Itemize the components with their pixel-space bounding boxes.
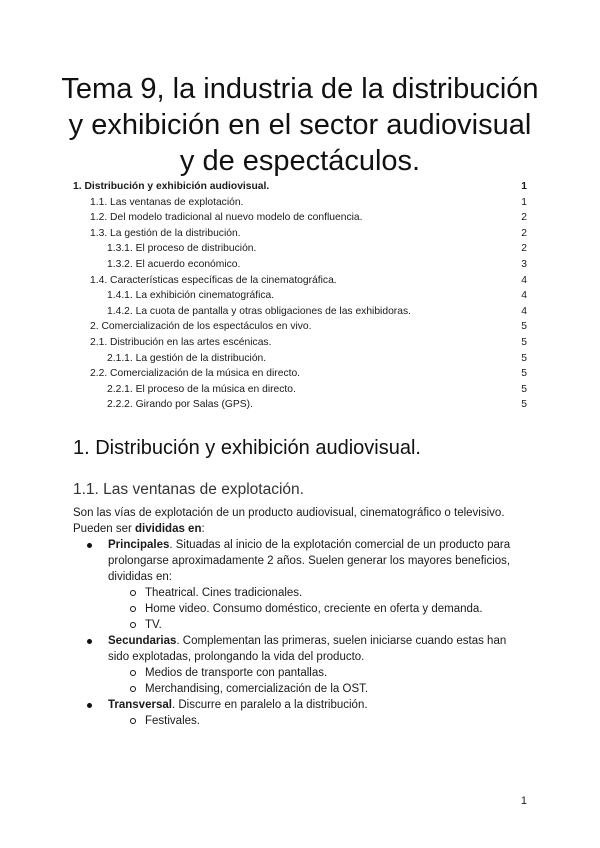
table-of-contents bbox=[73, 179, 527, 413]
toc-entry-label: 2. Comercialización de los espectáculos en vivo. bbox=[90, 321, 312, 333]
toc-entry-page: 5 bbox=[521, 399, 527, 411]
toc-entry[interactable] bbox=[73, 241, 527, 257]
toc-entry-label: 1.4.1. La exhibición cinematográfica. bbox=[107, 290, 275, 302]
toc-entry[interactable] bbox=[73, 195, 527, 211]
sub-list-item bbox=[145, 681, 535, 697]
toc-entry[interactable] bbox=[73, 288, 527, 304]
toc-entry-page: 1 bbox=[521, 196, 527, 208]
toc-entry-page: 4 bbox=[521, 305, 527, 317]
toc-entry-label: 1.3.1. El proceso de distribución. bbox=[107, 243, 257, 255]
toc-entry[interactable] bbox=[73, 397, 527, 413]
sub-item-text: Medios de transporte con pantallas. bbox=[145, 667, 328, 679]
sub-item-text: Home video. Consumo doméstico, creciente en oferta y demanda. bbox=[145, 603, 483, 615]
circle-bullet-icon bbox=[130, 686, 136, 692]
circle-bullet-icon bbox=[130, 718, 136, 724]
toc-entry-page: 5 bbox=[521, 321, 527, 333]
intro-tail: : bbox=[201, 523, 205, 535]
toc-entry[interactable] bbox=[73, 179, 527, 195]
toc-entry[interactable] bbox=[73, 304, 527, 320]
toc-entry-page: 2 bbox=[521, 212, 527, 224]
description: . Complementan las primeras, suelen iniciarse cuando estas han sido explotadas, prolongando la vida del producto. bbox=[108, 635, 507, 663]
term: Secundarias bbox=[108, 635, 177, 647]
bullet-icon bbox=[87, 543, 92, 548]
toc-entry[interactable] bbox=[73, 351, 527, 367]
sub-item-text: TV. bbox=[145, 619, 162, 631]
subsection-heading: 1.1. Las ventanas de explotación. bbox=[73, 481, 304, 498]
toc-entry[interactable] bbox=[73, 273, 527, 289]
circle-bullet-icon bbox=[130, 590, 136, 596]
toc-entry-page: 2 bbox=[521, 227, 527, 239]
sub-list-item bbox=[145, 601, 535, 617]
toc-entry[interactable] bbox=[73, 319, 527, 335]
toc-entry-label: 1.1. Las ventanas de explotación. bbox=[90, 196, 244, 208]
toc-entry[interactable] bbox=[73, 366, 527, 382]
toc-entry-label: 1.4. Características específicas de la cinematográfica. bbox=[90, 274, 337, 286]
toc-entry-label: 1.3. La gestión de la distribución. bbox=[90, 227, 241, 239]
term: Principales bbox=[108, 539, 170, 551]
intro-paragraph bbox=[73, 505, 533, 537]
toc-entry-page: 5 bbox=[521, 352, 527, 364]
sub-list-item bbox=[145, 617, 535, 633]
bullet-icon bbox=[87, 639, 92, 644]
circle-bullet-icon bbox=[130, 622, 136, 628]
toc-entry[interactable] bbox=[73, 382, 527, 398]
list-item-principales bbox=[108, 537, 528, 585]
list-item-secundarias bbox=[108, 633, 528, 665]
toc-entry-label: 2.2. Comercialización de la música en directo. bbox=[90, 368, 301, 380]
toc-entry-label: 2.1. Distribución en las artes escénicas. bbox=[90, 336, 272, 348]
toc-entry-page: 4 bbox=[521, 290, 527, 302]
description: . Discurre en paralelo a la distribución. bbox=[171, 699, 368, 711]
bullet-icon bbox=[87, 703, 92, 708]
sub-list-item bbox=[145, 713, 535, 729]
document-title: Tema 9, la industria de la distribución y exhibición en el sector audiovisual y de espectáculos. bbox=[61, 73, 539, 177]
toc-entry-page: 5 bbox=[521, 368, 527, 380]
sub-item-text: Theatrical. Cines tradicionales. bbox=[145, 587, 303, 599]
toc-entry[interactable] bbox=[73, 226, 527, 242]
description: . Situadas al inicio de la explotación comercial de un producto para prolongarse aproximadamente 2 años. Suelen generar los mayores beneficios, divididas en: bbox=[108, 539, 511, 583]
sub-list-item bbox=[145, 665, 535, 681]
circle-bullet-icon bbox=[130, 670, 136, 676]
intro-bold: divididas en bbox=[135, 523, 202, 535]
term: Transversal bbox=[108, 699, 172, 711]
toc-entry-page: 2 bbox=[521, 243, 527, 255]
sub-item-text: Merchandising, comercialización de la OST. bbox=[145, 683, 369, 695]
toc-entry-page: 1 bbox=[521, 181, 527, 192]
toc-entry[interactable] bbox=[73, 335, 527, 351]
toc-entry-page: 5 bbox=[521, 336, 527, 348]
toc-entry[interactable] bbox=[73, 210, 527, 226]
toc-entry-label: 2.2.2. Girando por Salas (GPS). bbox=[107, 399, 253, 411]
toc-entry-label: 1. Distribución y exhibición audiovisual. bbox=[73, 181, 270, 192]
toc-entry-label: 2.1.1. La gestión de la distribución. bbox=[107, 352, 267, 364]
intro-text: Son las vías de explotación de un producto audiovisual, cinematográfico o televisivo. Pueden ser bbox=[73, 507, 505, 535]
toc-entry-page: 4 bbox=[521, 274, 527, 286]
toc-entry-label: 1.2. Del modelo tradicional al nuevo modelo de confluencia. bbox=[90, 212, 363, 224]
toc-entry-label: 2.2.1. El proceso de la música en directo. bbox=[107, 383, 296, 395]
toc-entry-page: 3 bbox=[521, 258, 527, 270]
sub-item-text: Festivales. bbox=[145, 715, 200, 727]
circle-bullet-icon bbox=[130, 606, 136, 612]
section-heading: 1. Distribución y exhibición audiovisual. bbox=[73, 437, 421, 459]
toc-entry[interactable] bbox=[73, 257, 527, 273]
toc-entry-label: 1.3.2. El acuerdo económico. bbox=[107, 258, 241, 270]
toc-entry-label: 1.4.2. La cuota de pantalla y otras obligaciones de las exhibidoras. bbox=[107, 305, 411, 317]
page-number: 1 bbox=[520, 795, 527, 807]
sub-list-item bbox=[145, 585, 535, 601]
toc-entry-page: 5 bbox=[521, 383, 527, 395]
list-item-transversal bbox=[108, 697, 528, 713]
